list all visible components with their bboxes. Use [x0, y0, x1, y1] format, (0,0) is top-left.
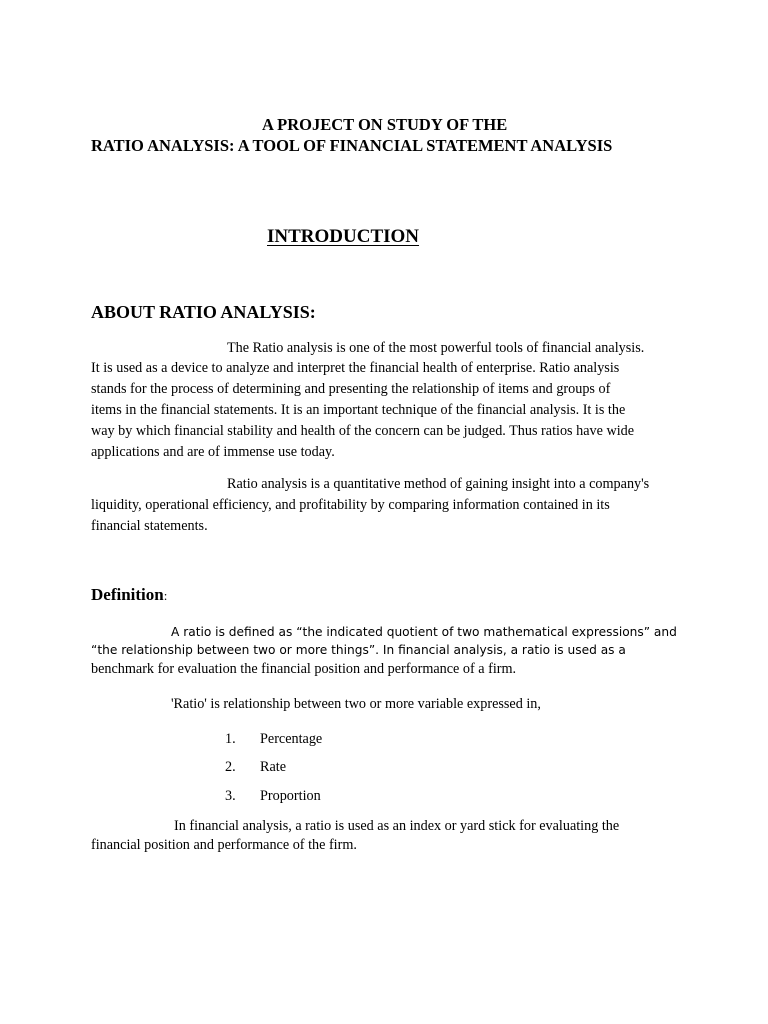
- introduction-heading: INTRODUCTION: [267, 226, 420, 247]
- list-item-1-text: Percentage: [260, 731, 323, 747]
- list-item-3-number: 3.: [225, 788, 236, 804]
- definition-para1-line-3: benchmark for evaluation the financial position and performance of a firm.: [91, 661, 517, 677]
- about-para2-line-2: liquidity, operational efficiency, and profitability by comparing information contained in its: [91, 497, 610, 513]
- about-para2-line-3: financial statements.: [91, 518, 208, 534]
- about-para1-line-3: stands for the process of determining and presenting the relationship of items and groups of: [91, 381, 611, 397]
- about-ratio-analysis-heading: ABOUT RATIO ANALYSIS:: [91, 302, 316, 322]
- about-para1-line-5: way by which financial stability and health of the concern can be judged. Thus ratios have wide: [91, 423, 635, 439]
- list-item-1-number: 1.: [225, 731, 236, 747]
- about-para1-line-6: applications and are of immense use today.: [91, 444, 335, 460]
- title-line-2: RATIO ANALYSIS: A TOOL OF FINANCIAL STATEMENT ANALYSIS: [91, 136, 613, 155]
- ratio-expressed-line: 'Ratio' is relationship between two or more variable expressed in,: [171, 696, 541, 712]
- about-para2-line-1: Ratio analysis is a quantitative method of gaining insight into a company's: [227, 476, 650, 492]
- title-line-1: A PROJECT ON STUDY OF THE: [262, 115, 508, 134]
- definition-heading: Definition: [91, 585, 164, 604]
- about-para1-line-4: items in the financial statements. It is an important technique of the financial analysis. It is the: [91, 402, 626, 418]
- about-para1-line-2: It is used as a device to analyze and interpret the financial health of enterprise. Ratio analysis: [91, 360, 620, 376]
- list-item-2-text: Rate: [260, 759, 286, 775]
- closing-para-line-1: In financial analysis, a ratio is used as an index or yard stick for evaluating the: [174, 818, 620, 834]
- definition-para1-line-2: “the relationship between two or more things”. In financial analysis, a ratio is used as a: [91, 643, 626, 657]
- definition-para1-line-1: A ratio is defined as “the indicated quotient of two mathematical expressions” and: [171, 625, 677, 639]
- about-para1-line-1: The Ratio analysis is one of the most powerful tools of financial analysis.: [227, 340, 645, 356]
- list-item-2-number: 2.: [225, 759, 236, 775]
- definition-heading-row: [91, 585, 167, 605]
- list-item-3-text: Proportion: [260, 788, 321, 804]
- closing-para-line-2: financial position and performance of the firm.: [91, 837, 357, 853]
- definition-colon: :: [163, 588, 168, 603]
